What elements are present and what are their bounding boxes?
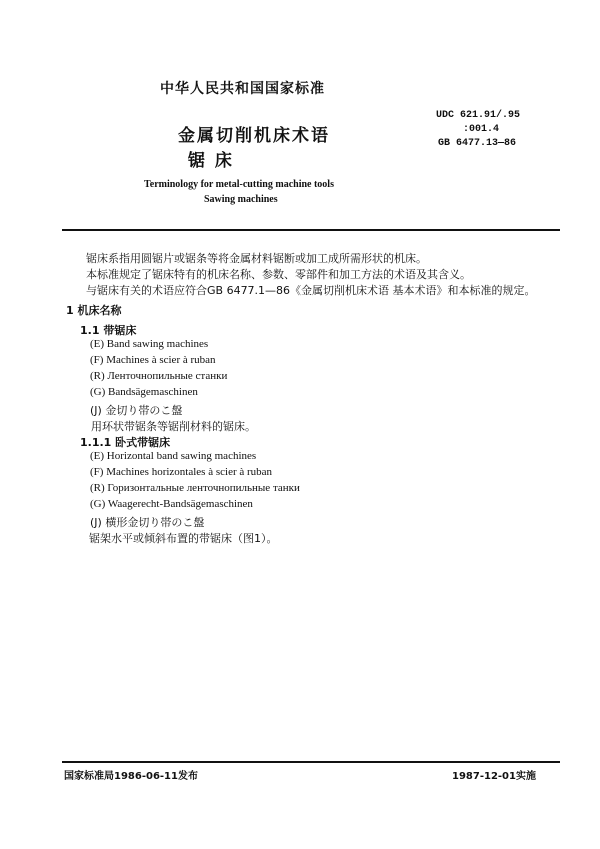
term-definition: 用环状带锯条等锯削材料的锯床。 — [91, 420, 256, 433]
document-title-en-line1: Terminology for metal-cutting machine tools — [144, 179, 334, 190]
section-1-1-1-heading: 1.1.1 卧式带锯床 — [80, 436, 171, 449]
term-russian: (R) Горизонтальные ленточнопильные танки — [90, 482, 300, 494]
header-divider — [62, 229, 560, 231]
term-french: (F) Machines horizontales à scier à ruban — [90, 466, 273, 478]
term-japanese: (J) 金切り帯のこ盤 — [90, 404, 183, 417]
document-title-en-line2: Sawing machines — [204, 194, 278, 205]
term-german: (G) Waagerecht-Bandsägemaschinen — [90, 498, 253, 510]
udc-number-line1: UDC 621.91/.95 — [436, 110, 521, 121]
document-title-cn-line2: 锯 床 — [188, 151, 234, 171]
intro-paragraph-3: 与锯床有关的术语应符合GB 6477.1—86《金属切削机床术语 基本术语》和本标准的规定。 — [86, 284, 536, 297]
term-japanese: (J) 横形金切り帯のこ盤 — [90, 516, 205, 529]
udc-number-line2: :001.4 — [463, 124, 500, 135]
section-1-1-heading: 1.1 带锯床 — [80, 324, 137, 337]
standard-header-title: 中华人民共和国国家标准 — [160, 81, 325, 97]
footer-divider — [62, 761, 560, 763]
gb-standard-number: GB 6477.13—86 — [438, 138, 517, 149]
document-title-cn-line1: 金属切削机床术语 — [178, 126, 330, 146]
intro-paragraph-1: 锯床系指用圆锯片或锯条等将金属材料锯断或加工成所需形状的机床。 — [86, 252, 427, 265]
term-german: (G) Bandsägemaschinen — [90, 386, 198, 398]
intro-paragraph-2: 本标准规定了锯床特有的机床名称、参数、零部件和加工方法的术语及其含义。 — [86, 268, 471, 281]
term-english: (E) Horizontal band sawing machines — [90, 450, 257, 462]
section-1-heading: 1 机床名称 — [66, 304, 122, 317]
issue-date: 国家标准局1986-06-11发布 — [64, 771, 198, 782]
term-french: (F) Machines à scier à ruban — [90, 354, 216, 366]
effective-date: 1987-12-01实施 — [452, 771, 536, 782]
term-russian: (R) Ленточнопильные станки — [90, 370, 228, 382]
term-definition: 锯架水平或倾斜布置的带锯床（图1）。 — [89, 532, 278, 545]
term-english: (E) Band sawing machines — [90, 338, 209, 350]
